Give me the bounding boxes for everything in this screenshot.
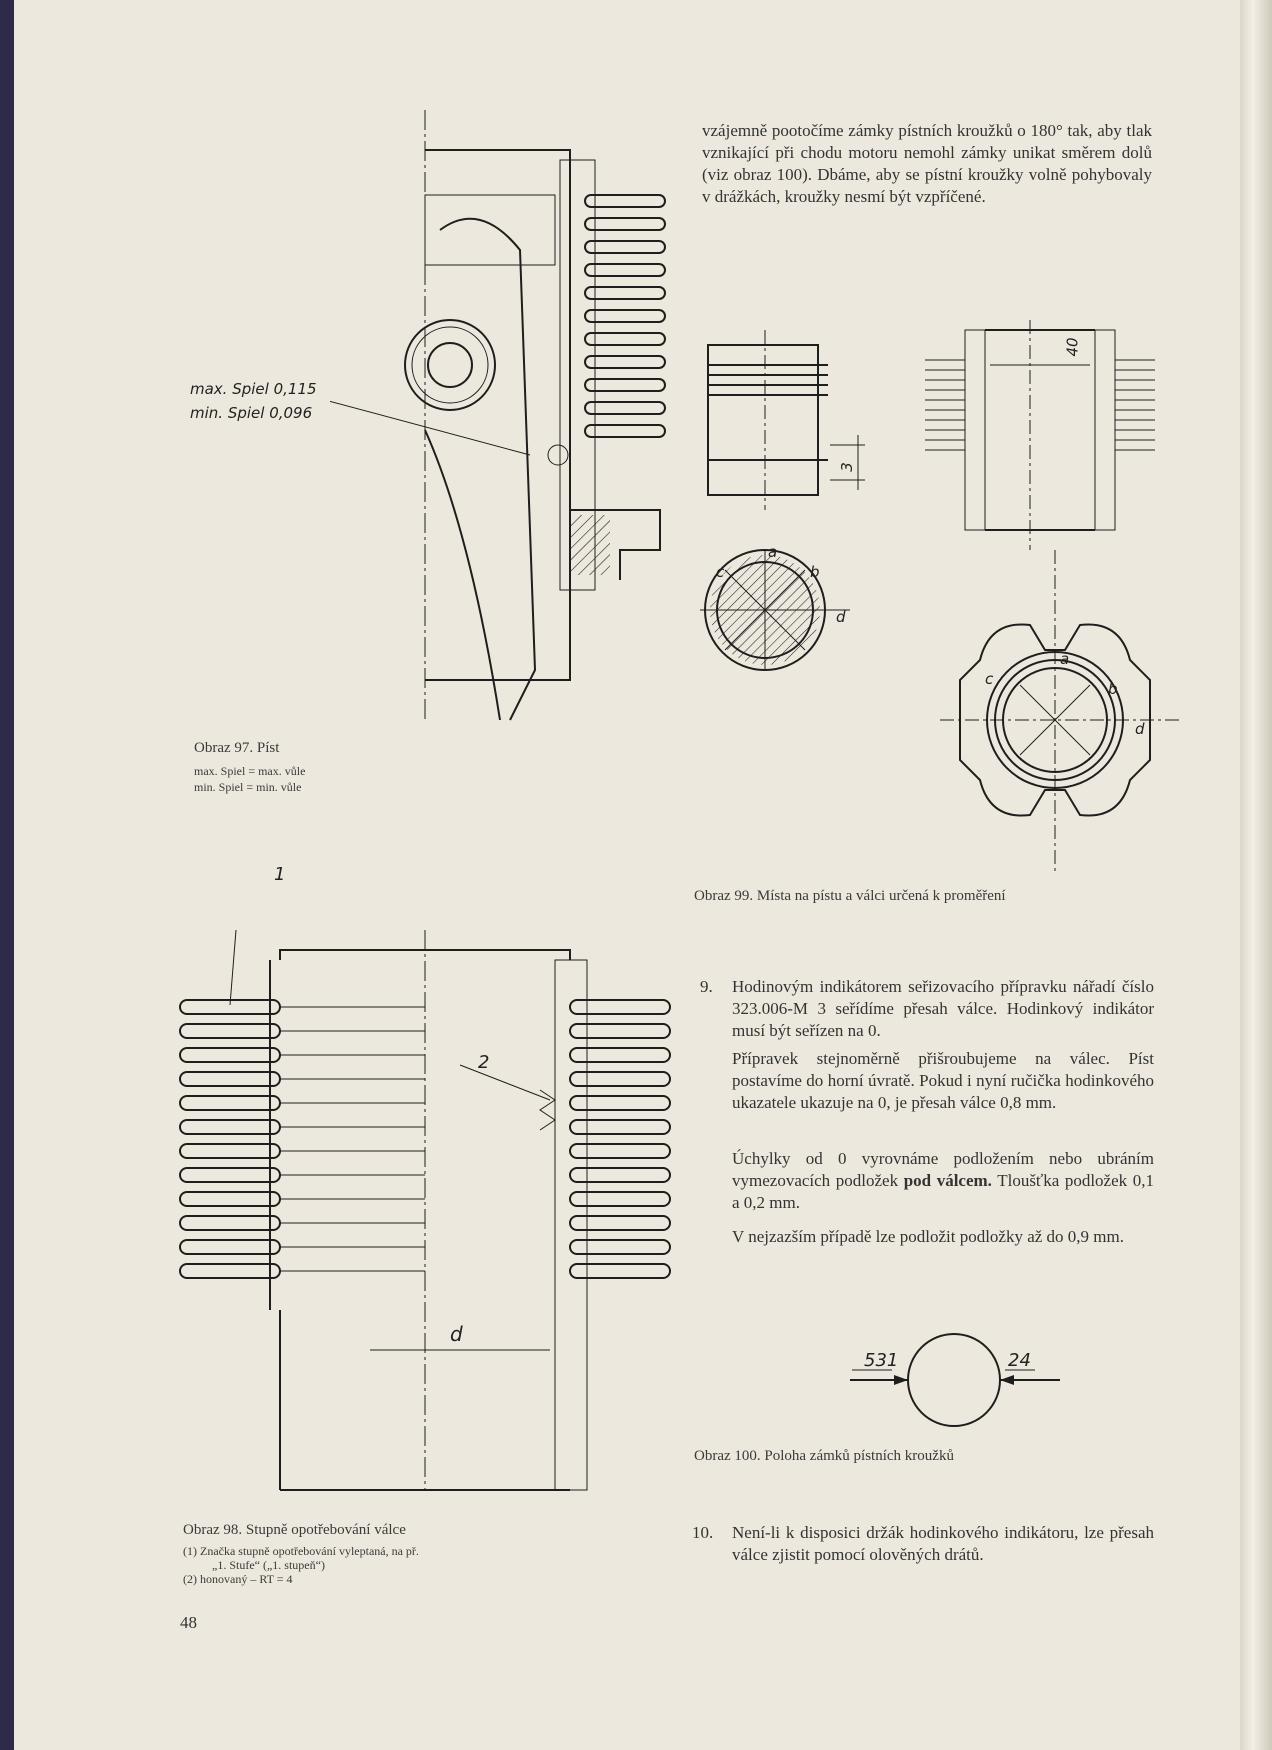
fig99-large-label-a: a bbox=[1060, 650, 1070, 668]
fig97-max-label: max. Spiel 0,115 bbox=[190, 380, 317, 398]
fig97-legend-2: min. Spiel = min. vůle bbox=[194, 780, 302, 794]
fig99-caption: Obraz 99. Místa na pístu a válci určená k proměření bbox=[694, 888, 1006, 904]
fig100-label-left: 531 bbox=[864, 1350, 899, 1371]
fig98-cylinder-drawing bbox=[170, 930, 680, 1500]
step9-p3-end: Tloušťka podložek 0,1 a 0,2 mm. bbox=[732, 1171, 1154, 1212]
fig99-dim-3: 3 bbox=[837, 462, 856, 472]
fig98-note-1: (1) Značka stupně opotřebování vyleptaná, na př. bbox=[183, 1544, 419, 1558]
fig100-ring-diagram bbox=[850, 1330, 1070, 1440]
page-number: 48 bbox=[180, 1613, 197, 1632]
step9-p3-start: Úchylky od 0 vyrovnáme podložením nebo ubráním vymezovacích podložek bbox=[732, 1149, 1154, 1190]
fig97-legend-1: max. Spiel = max. vůle bbox=[194, 764, 306, 778]
fig97-piston-drawing bbox=[330, 110, 680, 730]
fig99-measurement-drawing bbox=[690, 320, 1190, 880]
fig98-dim-d: d bbox=[450, 1322, 463, 1346]
step9-number: 9. bbox=[700, 977, 713, 996]
step10-number: 10. bbox=[692, 1523, 714, 1542]
fig100-label-right: 24 bbox=[1008, 1350, 1031, 1371]
fig99-dim-40: 40 bbox=[1063, 337, 1082, 357]
fig99-small-label-d: d bbox=[836, 608, 846, 626]
fig99-large-label-b: b bbox=[1108, 680, 1118, 698]
intro-paragraph: vzájemně pootočíme zámky pístních kroužků o 180° tak, aby tlak vznikající při chodu motoru nemohl zámky unikat směrem dolů (viz obraz 100). Dbáme, aby se pístní kroužky volně pohybovaly v drážkách, kroužky nesmí být vzpříčené. bbox=[702, 121, 1152, 206]
step9-paragraph-1: Hodinovým indikátorem seřizovacího přípravku nářadí číslo 323.006-M 3 seřídíme přesah válce. Hodinkový indikátor musí být seřízen na 0. bbox=[732, 977, 1154, 1040]
page-edge bbox=[1240, 0, 1272, 1750]
fig98-note-2: „1. Stufe“ („1. stupeň“) bbox=[212, 1558, 325, 1572]
fig97-caption: Obraz 97. Píst bbox=[194, 740, 280, 756]
fig98-note-3: (2) honovaný – RT = 4 bbox=[183, 1572, 293, 1586]
fig100-caption: Obraz 100. Poloha zámků pístních kroužků bbox=[694, 1448, 954, 1464]
fig99-large-label-d: d bbox=[1135, 720, 1145, 738]
fig97-min-label: min. Spiel 0,096 bbox=[190, 404, 313, 422]
fig99-small-label-c: c bbox=[716, 563, 725, 581]
fig98-callout-2: 2 bbox=[478, 1052, 490, 1073]
fig98-caption: Obraz 98. Stupně opotřebování válce bbox=[183, 1522, 406, 1538]
fig99-small-label-a: a bbox=[768, 543, 778, 561]
step9-paragraph-4: V nejzazším případě lze podložit podložky až do 0,9 mm. bbox=[732, 1227, 1124, 1246]
step9-paragraph-3 bbox=[732, 1148, 1154, 1214]
step9-paragraph-2: Přípravek stejnoměrně přišroubujeme na válec. Píst postavíme do horní úvratě. Pokud i nyní ručička hodinkového ukazatele ukazuje na 0, je přesah válce 0,8 mm. bbox=[732, 1049, 1154, 1112]
fig98-callout-1: 1 bbox=[274, 864, 286, 885]
step9-p3-bold: pod válcem. bbox=[903, 1171, 992, 1190]
fig99-large-label-c: c bbox=[985, 670, 994, 688]
step10-text: Není-li k disposici držák hodinkového indikátoru, lze přesah válce zjistit pomocí olověných drátů. bbox=[732, 1523, 1154, 1564]
fig99-small-label-b: b bbox=[810, 563, 820, 581]
